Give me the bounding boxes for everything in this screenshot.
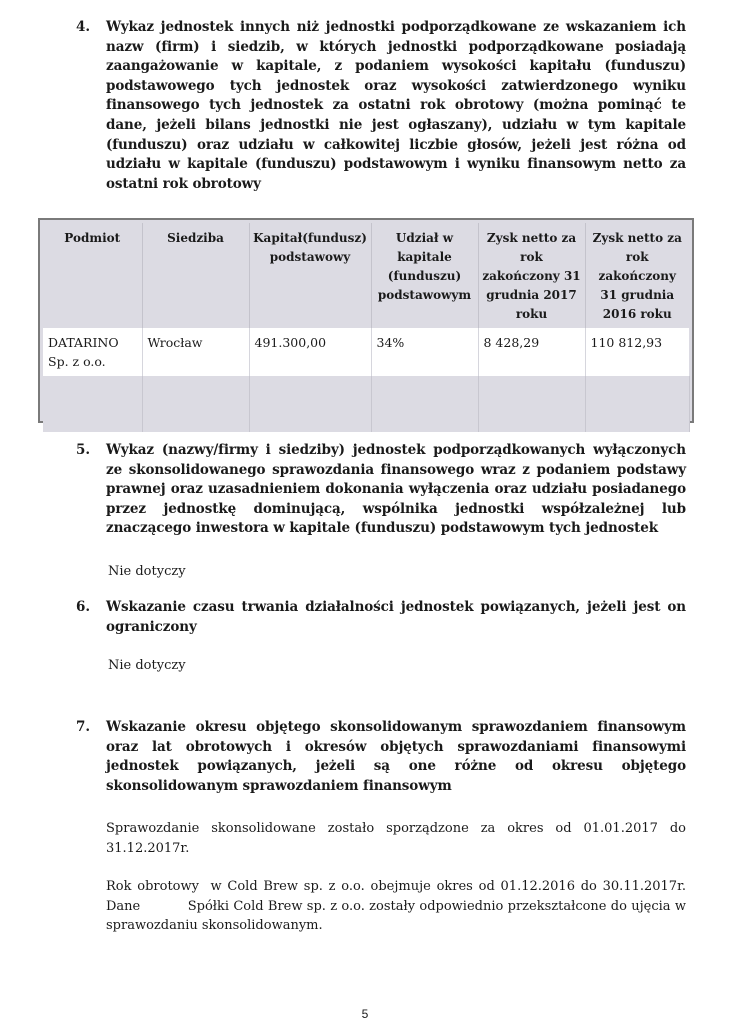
section-7-heading: Wskazanie okresu objętego skonsolidowanym sprawozdaniem finansowym oraz lat obrotowych i okresów objętych sprawozdaniami finansowymi jednostek powiązanych, jeżeli są one różne od okresu objętego skonsolidowanym sprawozdaniem finansowym bbox=[106, 719, 686, 794]
header-cell: Zysk netto za rok zakończony 31 grudnia 2016 roku bbox=[585, 223, 689, 328]
table-cell: Wrocław bbox=[142, 328, 249, 376]
section-5-heading: Wykaz (nazwy/firmy i siedziby) jednostek podporządkowanych wyłączonych ze skonsolidowanego sprawozdania finansowego wraz z podaniem podstawy prawnej oraz uzasadnieniem dokonania wyłączenia oraz udziału posiadanego przez jednostkę dominującą, wspólnika jednostki współzależnej lub znaczącego inwestora w kapitale (funduszu) podstawowym tych jednostek bbox=[106, 442, 686, 537]
table-cell-empty bbox=[585, 376, 689, 432]
table-row-empty bbox=[43, 376, 689, 432]
header-cell: Podmiot bbox=[43, 223, 142, 328]
section-4-heading: Wykaz jednostek innych niż jednostki podporządkowane ze wskazaniem ich nazw (firm) i siedzib, w których jednostki podporządkowane posiadają zaangażowanie w kapitale, z podaniem wysokości kapitału (funduszu) podstawowego tych jednostek oraz wysokości zatwierdzonego wyniku finansowego tych jednostek za ostatni rok obrotowy (można pominąć te dane, jeżeli bilans jednostki nie jest ogłaszany), udziału w tym kapitale (funduszu) oraz udziału w całkowitej liczbie głosów, jeżeli jest różna od udziału w kapitale (funduszu) podstawowym i wyniku finansowym netto za ostatni rok obrotowy bbox=[106, 19, 686, 192]
section-5 bbox=[76, 441, 686, 539]
section-7-paragraph-2: Rok obrotowy w Cold Brew sp. z o.o. obejmuje okres od 01.12.2016 do 30.11.2017r. Dane Spółki Cold Brew sp. z o.o. zostały odpowiednio przekształcone do ujęcia w sprawozdaniu skonsolidowanym. bbox=[106, 879, 691, 933]
header-cell: Udział w kapitale (funduszu) podstawowym bbox=[371, 223, 478, 328]
section-7 bbox=[76, 718, 686, 796]
page-number: 5 bbox=[361, 1007, 369, 1021]
table-cell-empty bbox=[371, 376, 478, 432]
table-cell: 110 812,93 bbox=[585, 328, 689, 376]
table-cell-empty bbox=[249, 376, 371, 432]
table-cell-empty bbox=[142, 376, 249, 432]
table-row bbox=[43, 328, 689, 376]
holdings-table bbox=[43, 223, 690, 432]
section-7-number: 7. bbox=[76, 719, 91, 735]
section-4-number: 4. bbox=[76, 19, 91, 35]
holdings-table-frame bbox=[38, 218, 694, 423]
table-cell: 34% bbox=[371, 328, 478, 376]
table-cell: DATARINO Sp. z o.o. bbox=[43, 328, 142, 376]
section-6-heading: Wskazanie czasu trwania działalności jednostek powiązanych, jeżeli jest on ograniczony bbox=[106, 599, 686, 635]
section-5-number: 5. bbox=[76, 442, 91, 458]
section-5-body: Nie dotyczy bbox=[108, 564, 186, 579]
header-cell: Zysk netto za rok zakończony 31 grudnia 2017 roku bbox=[478, 223, 585, 328]
header-cell: Siedziba bbox=[142, 223, 249, 328]
table-cell-empty bbox=[478, 376, 585, 432]
table-cell-empty bbox=[43, 376, 142, 432]
table-cell: 491.300,00 bbox=[249, 328, 371, 376]
section-7-paragraph-1: Sprawozdanie skonsolidowane zostało sporządzone za okres od 01.01.2017 do 31.12.2017r. bbox=[106, 821, 686, 856]
table-header-row bbox=[43, 223, 689, 328]
section-4 bbox=[76, 18, 686, 194]
header-cell: Kapitał(fundusz) podstawowy bbox=[249, 223, 371, 328]
section-6-number: 6. bbox=[76, 599, 91, 615]
section-6 bbox=[76, 598, 686, 637]
section-6-body: Nie dotyczy bbox=[108, 658, 186, 673]
table-cell: 8 428,29 bbox=[478, 328, 585, 376]
